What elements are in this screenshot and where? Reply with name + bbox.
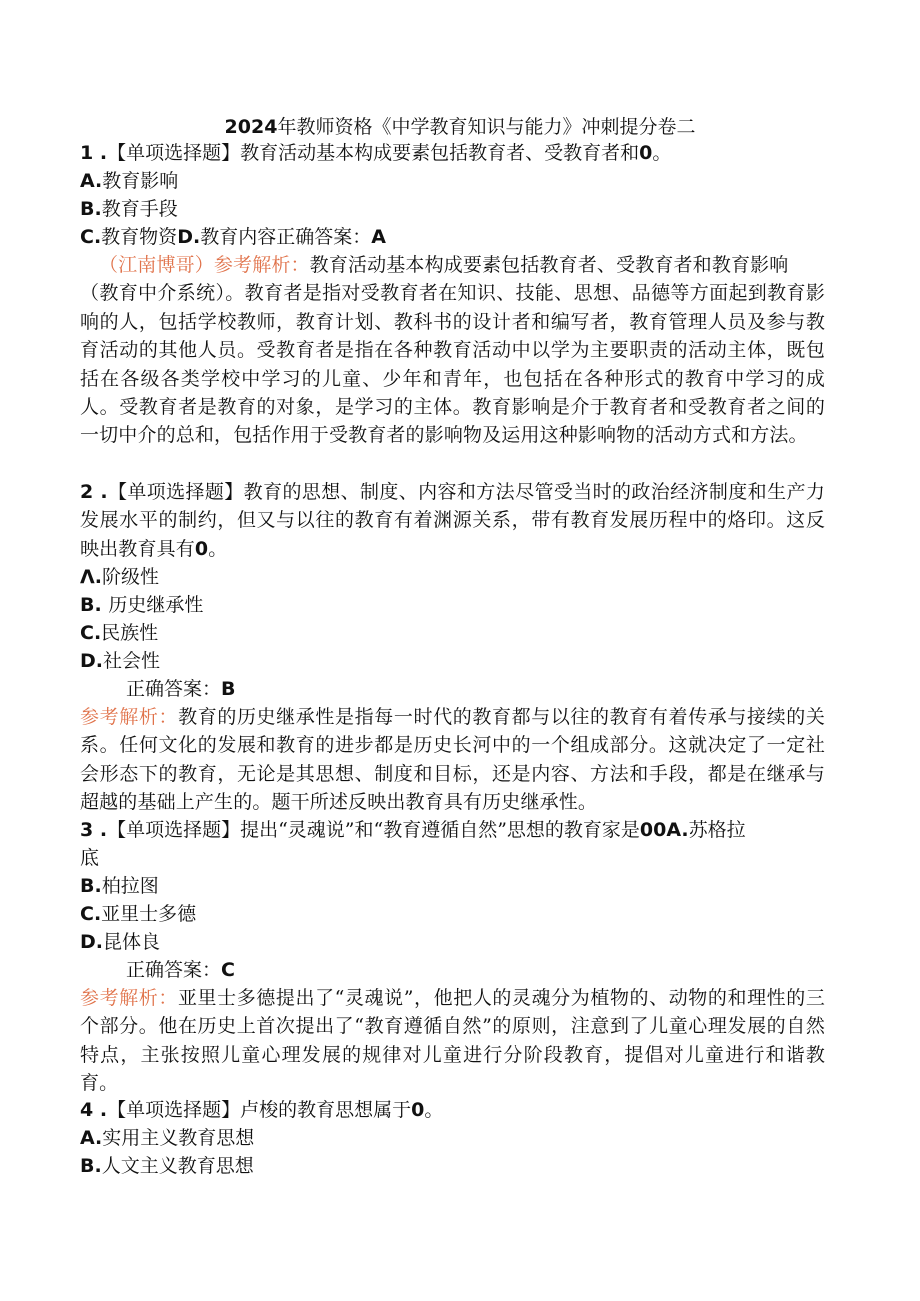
question-3-analysis: 参考解析：亚里士多德提出了“灵魂说”，他把人的灵魂分为植物的、动物的和理性的三个部分。他在历史上首次提出了“教育遵循自然”的原则，注意到了儿童心理发展的自然特点，主张按照儿童心理发展的规律对儿童进行分阶段教育，提倡对儿童进行和谐教育。 xyxy=(80,987,825,1095)
correct-answer: A xyxy=(371,226,386,248)
answer-blank: 0 xyxy=(639,142,653,164)
document-title xyxy=(0,112,920,142)
analysis-source: （江南博哥） xyxy=(99,254,214,276)
question-1-stem: 1 .【单项选择题】教育活动基本构成要素包括教育者、受教育者和0。 xyxy=(80,142,672,164)
analysis-label: 参考解析： xyxy=(80,987,178,1009)
question-2-option-a: Λ.阶级性 xyxy=(80,566,159,588)
answer-blank: 0 xyxy=(411,1099,425,1121)
question-1-option-b: B.教育手段 xyxy=(80,198,178,220)
question-2-option-c: C.民族性 xyxy=(80,622,159,644)
question-2-option-d: D.社会性 xyxy=(80,650,161,672)
question-1-option-a: A.教育影响 xyxy=(80,170,179,192)
analysis-label: 参考解析： xyxy=(80,706,179,728)
answer-label: 正确答案： xyxy=(276,226,372,248)
title-year: 2024 xyxy=(224,116,278,138)
question-2-answer xyxy=(126,675,236,703)
question-3-answer xyxy=(126,956,235,984)
question-3-option-c: C.亚里士多德 xyxy=(80,903,197,925)
question-1-analysis: （江南博哥）参考解析：教育活动基本构成要素包括教育者、受教育者和教育影响 （教育中介系统）。教育者是指对受教育者在知识、技能、思想、品德等方面起到教育影响的人，包括学校教师，教育计划、教科书的设计者和编写者，教育管理人员及参与教育活动的其他人员。受教育者是指在各种教育活动中以学为主要职责的活动主体，既包括在各级各类学校中学习的儿童、少年和青年，也包括在各种形式的教育中学习的成人。受教育者是教育的对象，是学习的主体。教育影响是介于教育者和受教育者之间的一切中介的总和，包括作用于受教育者的影响物及运用这种影响物的活动方式和方法。 xyxy=(80,254,825,447)
question-4-stem: 4 .【单项选择题】卢梭的教育思想属于0。 xyxy=(80,1099,444,1121)
question-3-stem: 3 .【单项选择题】提出“灵魂说”和“教育遵循自然”思想的教育家是00A.苏格拉 xyxy=(80,819,746,841)
question-3-option-d: D.昆体良 xyxy=(80,931,161,953)
answer-label: 正确答案： xyxy=(126,959,222,981)
answer-label: 正确答案： xyxy=(126,678,222,700)
question-2-stem: 2 .【单项选择题】教育的思想、制度、内容和方法尽管受当时的政治经济制度和生产力发展水平的制约，但又与以往的教育有着渊源关系，带有教育发展历程中的烙印。这反映出教育具有0。 xyxy=(80,481,825,560)
question-3-option-b: B.柏拉图 xyxy=(80,875,159,897)
question-2-analysis: 参考解析：教育的历史继承性是指每一时代的教育都与以往的教育有着传承与接续的关系。任何文化的发展和教育的进步都是历史长河中的一个组成部分。这就决定了一定社会形态下的教育，无论是其思想、制度和目标，还是内容、方法和手段，都是在继承与超越的基础上产生的。题干所述反映出教育具有历史继承性。 xyxy=(80,706,825,814)
question-4-option-b: B.人文主义教育思想 xyxy=(80,1155,254,1177)
correct-answer: C xyxy=(221,959,235,981)
question-4-option-a: A.实用主义教育思想 xyxy=(80,1127,255,1149)
question-number: 1 . xyxy=(80,142,108,164)
question-number: 2 . xyxy=(80,481,108,503)
question-1-options-cd-answer: C.教育物资D.教育内容正确答案：A xyxy=(80,226,386,248)
answer-blank: 0 xyxy=(194,537,209,560)
correct-answer: B xyxy=(221,678,236,700)
question-3-option-a-cont: 底 xyxy=(80,847,100,869)
question-number: 3 . xyxy=(80,819,108,841)
answer-blank: 00A. xyxy=(639,819,689,841)
analysis-label: 参考解析： xyxy=(213,254,310,276)
title-text: 年教师资格《中学教育知识与能力》冲刺提分卷二 xyxy=(277,116,696,138)
question-2-option-b: B. 历史继承性 xyxy=(80,594,204,616)
question-number: 4 . xyxy=(80,1099,108,1121)
